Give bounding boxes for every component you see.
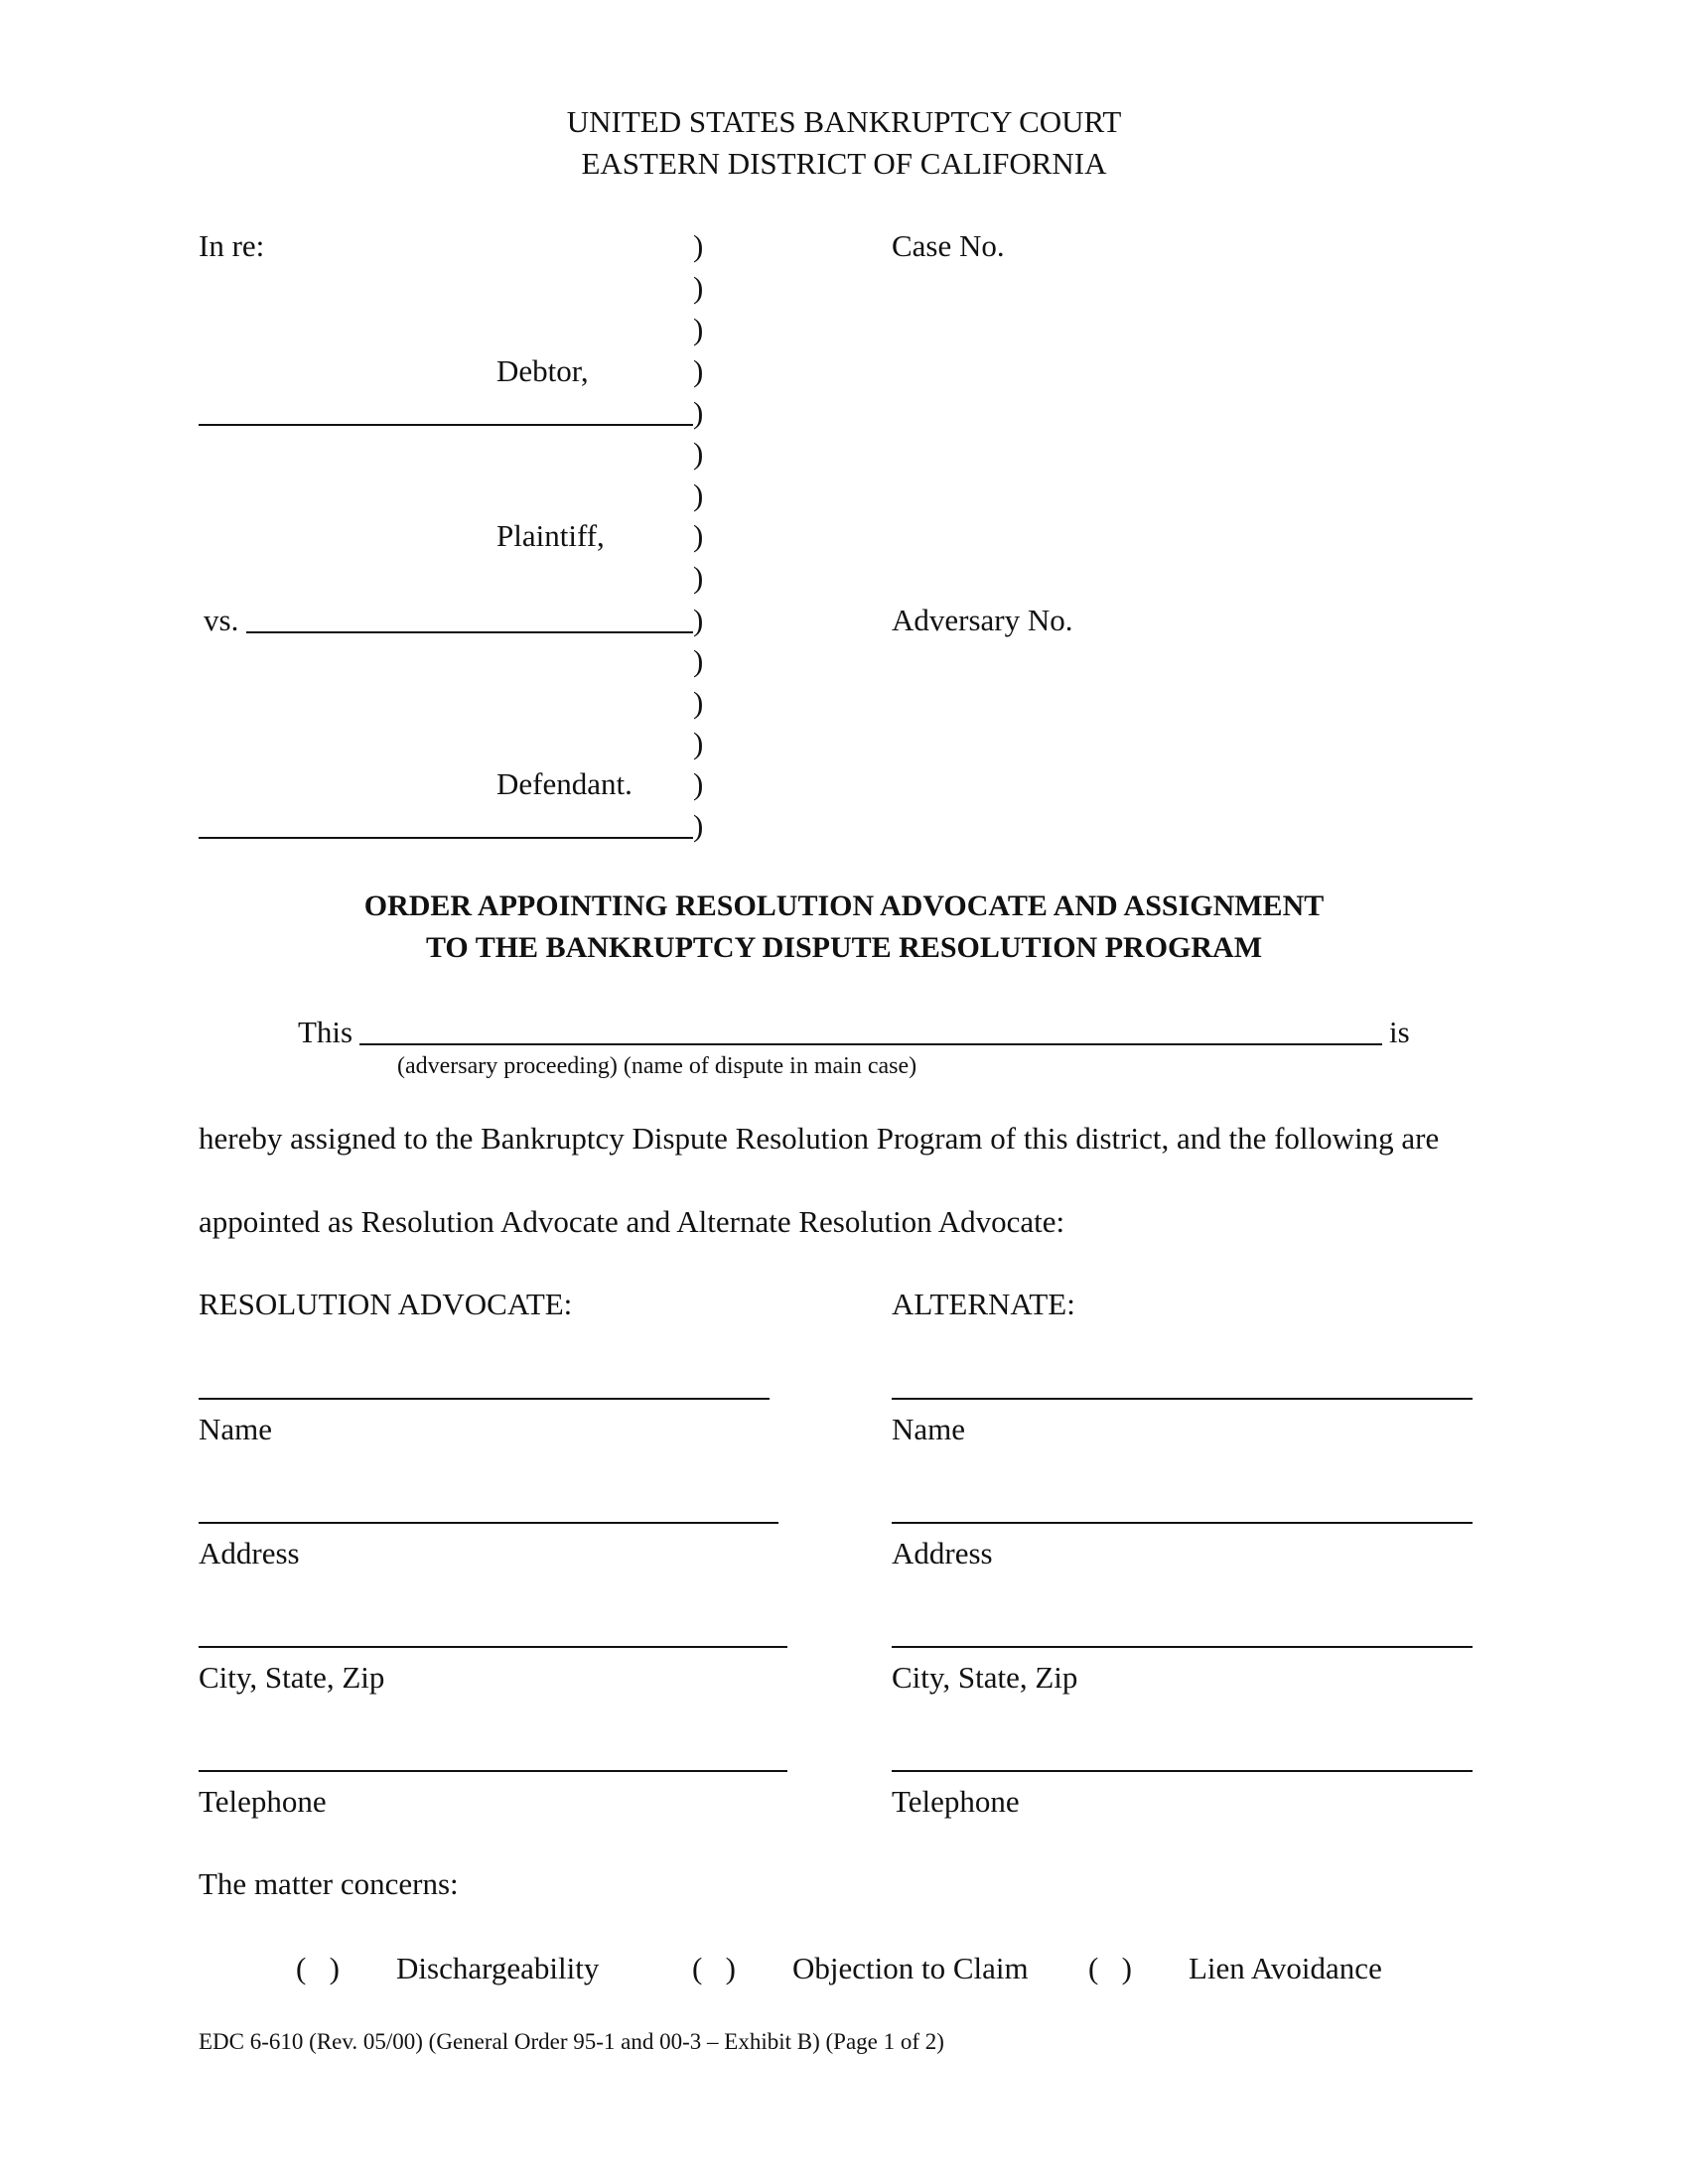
alternate-telephone-label: Telephone (892, 1784, 1020, 1819)
alternate-address-label: Address (892, 1536, 993, 1570)
order-title-line1: ORDER APPOINTING RESOLUTION ADVOCATE AND ASSIGNMENT (363, 889, 1325, 922)
lien-avoidance-checkbox[interactable]: ( ) (1088, 1951, 1132, 1985)
defendant-label: Defendant. (496, 766, 633, 801)
court-district: EASTERN DISTRICT OF CALIFORNIA (581, 146, 1107, 181)
caption-paren: ) (693, 395, 704, 430)
is-label: is (1389, 1015, 1410, 1049)
caption-paren: ) (693, 726, 704, 760)
alternate-city-label: City, State, Zip (892, 1660, 1078, 1695)
caption-paren: ) (693, 518, 704, 553)
dischargeability-checkbox[interactable]: ( ) (296, 1951, 340, 1985)
caption-paren: ) (693, 436, 704, 471)
alternate-name-line[interactable] (892, 1398, 1473, 1400)
advocate-address-label: Address (199, 1536, 300, 1570)
advocate-heading: RESOLUTION ADVOCATE: (199, 1287, 573, 1321)
alternate-name-label: Name (892, 1412, 966, 1446)
assignment-paragraph-line1: hereby assigned to the Bankruptcy Dispute Resolution Program of this district, and the following are (199, 1121, 1440, 1156)
alternate-heading: ALTERNATE: (892, 1287, 1075, 1321)
advocate-telephone-line[interactable] (199, 1770, 787, 1772)
caption-paren: ) (693, 478, 704, 512)
in-re-label: In re: (199, 228, 265, 263)
plaintiff-label: Plaintiff, (496, 518, 605, 553)
lien-avoidance-label: Lien Avoidance (1189, 1951, 1382, 1985)
advocate-name-line[interactable] (199, 1398, 770, 1400)
advocate-telephone-label: Telephone (199, 1784, 327, 1819)
caption-paren: ) (693, 560, 704, 595)
this-label: This (298, 1015, 353, 1049)
plaintiff-name-line[interactable] (246, 631, 693, 633)
order-title-line2: TO THE BANKRUPTCY DISPUTE RESOLUTION PROGRAM (425, 931, 1263, 964)
advocate-city-label: City, State, Zip (199, 1660, 385, 1695)
matter-concerns-label: The matter concerns: (199, 1866, 459, 1901)
caption-paren: ) (693, 270, 704, 305)
advocate-city-line[interactable] (199, 1646, 787, 1648)
adversary-no-label: Adversary No. (892, 603, 1073, 637)
objection-to-claim-label: Objection to Claim (792, 1951, 1029, 1985)
caption-paren: ) (693, 353, 704, 388)
dispute-name-line[interactable] (359, 1043, 1382, 1045)
case-no-label: Case No. (892, 228, 1005, 263)
alternate-city-line[interactable] (892, 1646, 1473, 1648)
court-name: UNITED STATES BANKRUPTCY COURT (566, 104, 1122, 139)
objection-to-claim-checkbox[interactable]: ( ) (692, 1951, 736, 1985)
caption-paren: ) (693, 685, 704, 720)
debtor-name-line[interactable] (199, 424, 693, 426)
assignment-paragraph-line2: appointed as Resolution Advocate and Alternate Resolution Advocate: (199, 1204, 1065, 1239)
caption-paren: ) (693, 808, 704, 843)
caption-paren: ) (693, 312, 704, 346)
defendant-name-line[interactable] (199, 837, 693, 839)
advocate-address-line[interactable] (199, 1522, 778, 1524)
vs-label: vs. (204, 603, 239, 637)
advocate-name-label: Name (199, 1412, 273, 1446)
caption-paren: ) (693, 766, 704, 801)
dischargeability-label: Dischargeability (396, 1951, 600, 1985)
caption-paren: ) (693, 228, 704, 263)
alternate-telephone-line[interactable] (892, 1770, 1473, 1772)
dispute-hint: (adversary proceeding) (name of dispute in main case) (397, 1053, 917, 1079)
caption-paren: ) (693, 603, 704, 637)
alternate-address-line[interactable] (892, 1522, 1473, 1524)
form-footer: EDC 6-610 (Rev. 05/00) (General Order 95-1 and 00-3 – Exhibit B) (Page 1 of 2) (199, 2029, 944, 2054)
caption-paren: ) (693, 643, 704, 678)
debtor-label: Debtor, (496, 353, 589, 388)
